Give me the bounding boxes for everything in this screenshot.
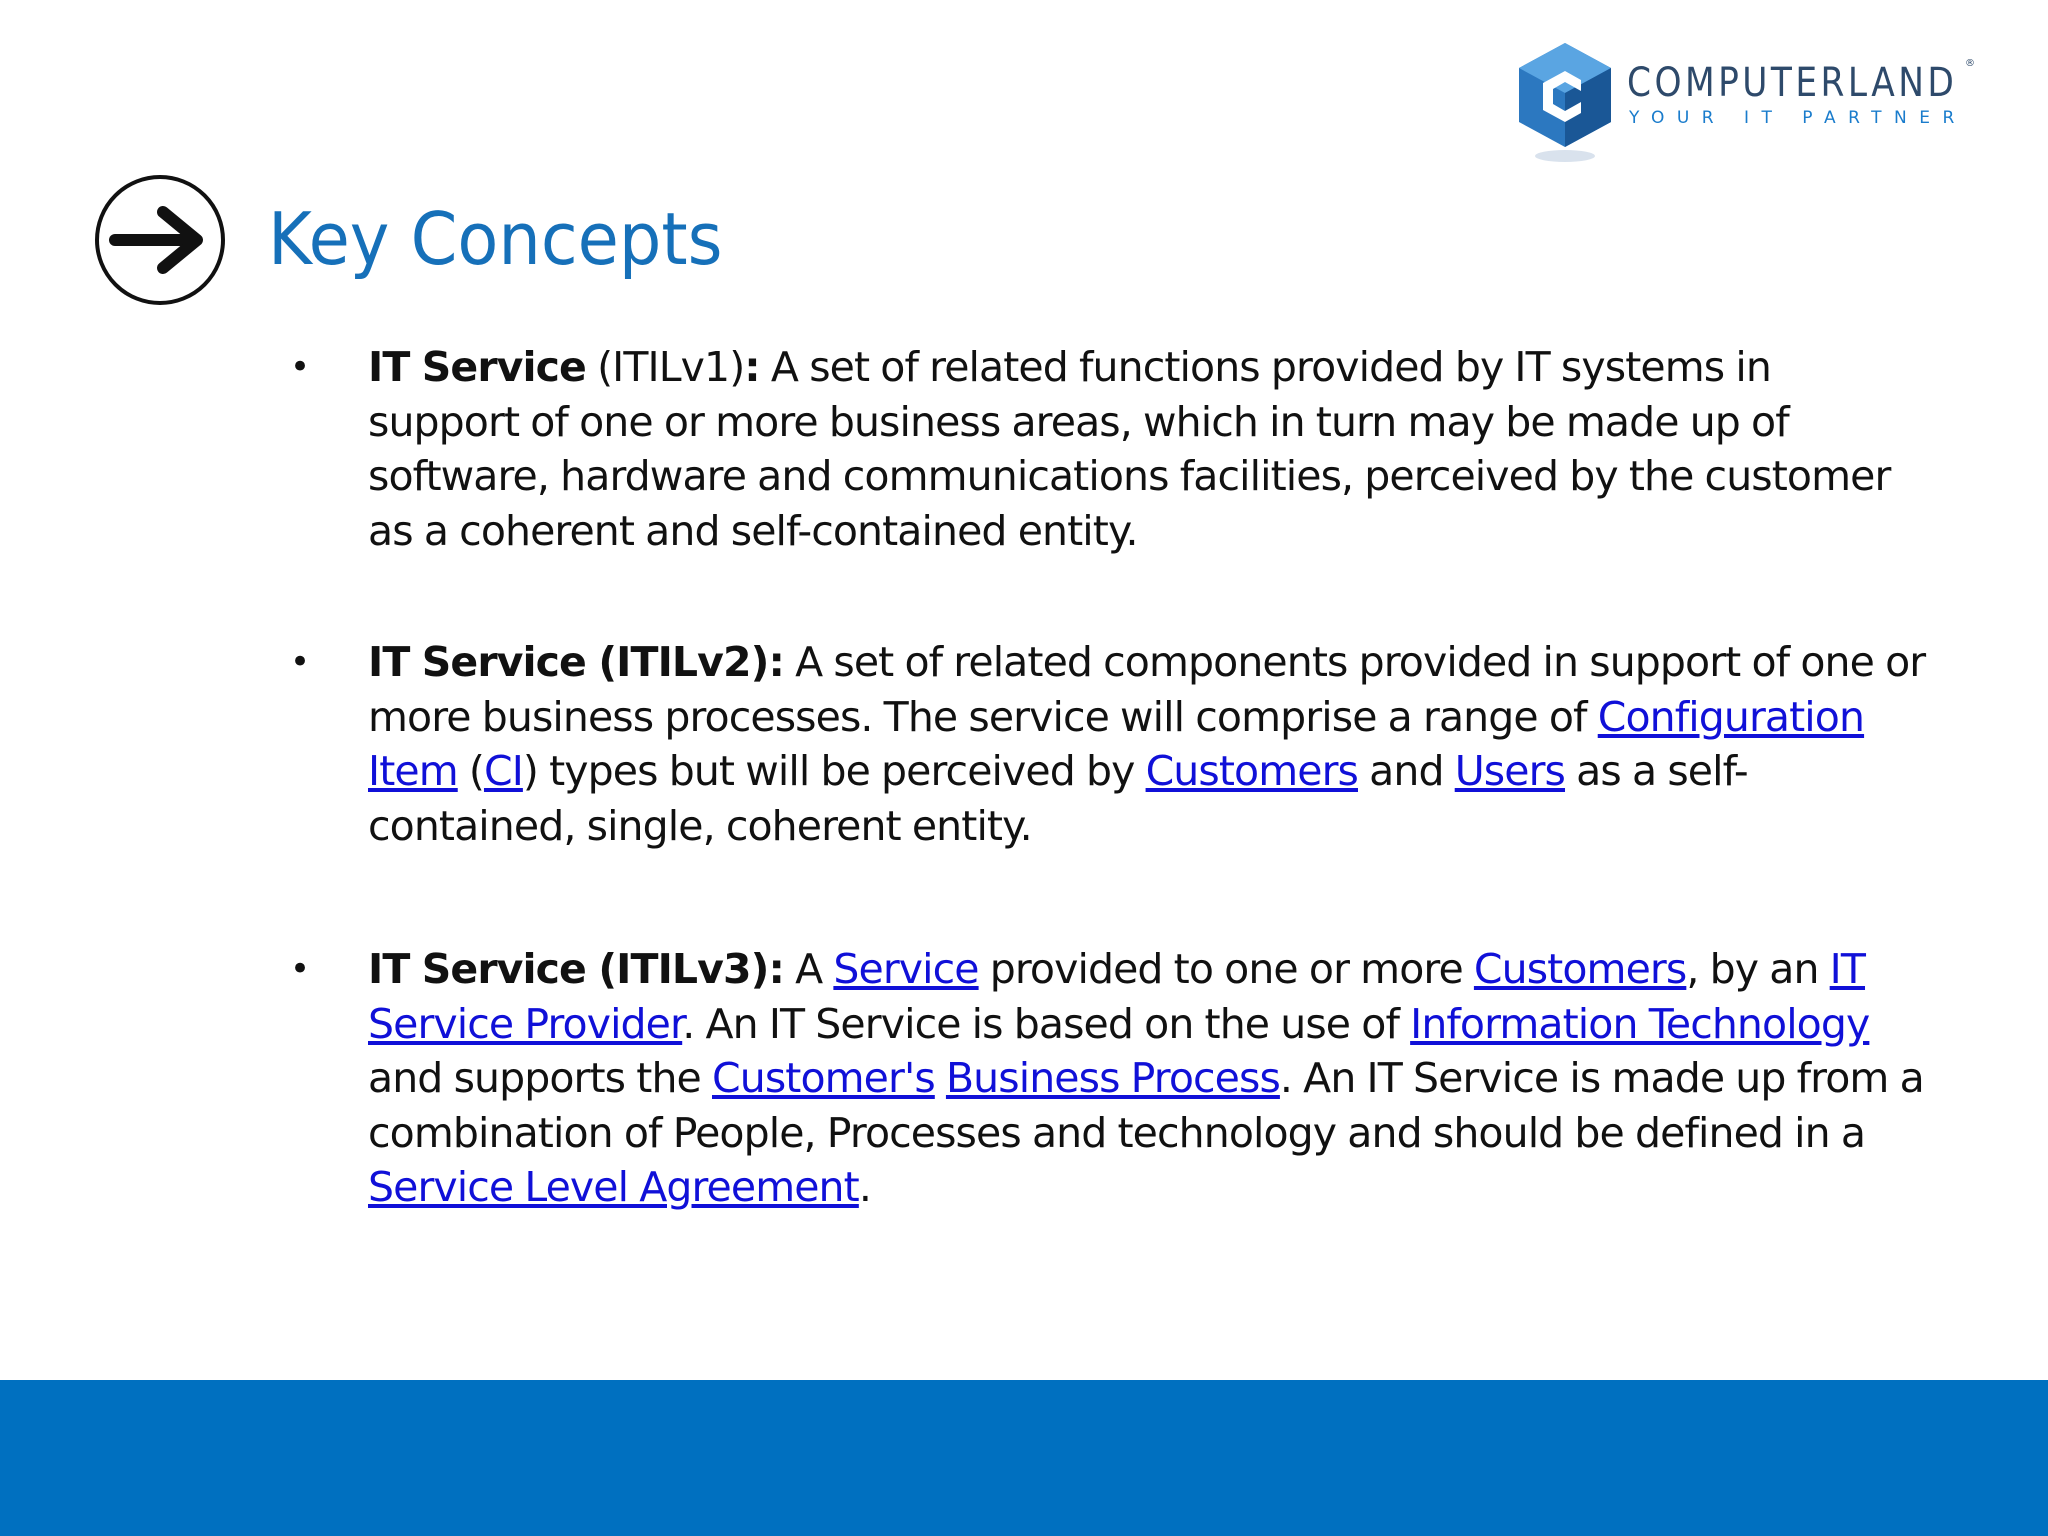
definition-text bbox=[935, 1054, 946, 1102]
bullet-point: • bbox=[290, 949, 310, 989]
link-customers[interactable]: Customers bbox=[1473, 945, 1687, 993]
link-it-service-provider[interactable]: IT Service Provider bbox=[368, 945, 1866, 1048]
footer-band bbox=[0, 1380, 2048, 1536]
link-ci[interactable]: CI bbox=[483, 747, 523, 795]
definition-text: A bbox=[783, 945, 834, 993]
bullet-point: • bbox=[290, 347, 310, 387]
list-item-itilv3 bbox=[290, 942, 1928, 1215]
term: IT Service bbox=[368, 343, 586, 391]
link-information-technology[interactable]: Information Technology bbox=[1410, 999, 1870, 1048]
slide-title: Key Concepts bbox=[268, 197, 723, 281]
link-customers[interactable]: Customers bbox=[1145, 747, 1358, 795]
link-service[interactable]: Service bbox=[833, 945, 979, 993]
list-item-itilv1 bbox=[290, 340, 1928, 558]
definition-text: . An IT Service is made up from a combination of People, Processes and technology and should be defined in a bbox=[368, 1054, 1924, 1157]
bullet-point: • bbox=[290, 642, 310, 682]
term: IT Service (ITILv3): bbox=[368, 945, 784, 993]
definition-text: provided to one or more bbox=[978, 945, 1474, 993]
definition-text: and supports the bbox=[368, 1054, 712, 1102]
definition-text: , by an bbox=[1686, 945, 1830, 993]
definition-text: as a self-contained, single, coherent entity. bbox=[368, 747, 1748, 850]
logo-tagline: YOUR IT PARTNER bbox=[1629, 108, 1967, 128]
link-configuration-item[interactable]: Configuration Item bbox=[368, 692, 1865, 795]
definition-text: A set of related components provided in support of one or more business processes. The service will comprise a range of bbox=[368, 638, 1926, 741]
logo-registered-mark: ® bbox=[1965, 58, 1975, 69]
link-users[interactable]: Users bbox=[1454, 747, 1566, 795]
link-service-level-agreement[interactable]: Service Level Agreement bbox=[368, 1163, 859, 1211]
list-item-itilv2 bbox=[290, 635, 1928, 853]
version-label: (ITILv1) bbox=[585, 343, 745, 391]
link-customers-possessive[interactable]: Customer's bbox=[712, 1054, 935, 1102]
colon: : bbox=[744, 343, 760, 391]
definition-text: . An IT Service is based on the use of bbox=[682, 999, 1411, 1048]
definition-text: A set of related functions provided by IT systems in support of one or more business areas, which in turn may be made up of software, hardware and communications facilities, perceived by the customer as a coherent and self-contained entity. bbox=[368, 343, 1891, 555]
link-business-process[interactable]: Business Process bbox=[945, 1054, 1280, 1102]
term: IT Service (ITILv2): bbox=[368, 638, 784, 686]
definition-text: . bbox=[858, 1163, 871, 1211]
definition-text: and bbox=[1358, 747, 1455, 795]
logo-brand-text: COMPUTERLAND bbox=[1627, 60, 1958, 106]
definition-text: ( bbox=[457, 747, 484, 795]
definition-text: ) types but will be perceived by bbox=[522, 747, 1146, 795]
